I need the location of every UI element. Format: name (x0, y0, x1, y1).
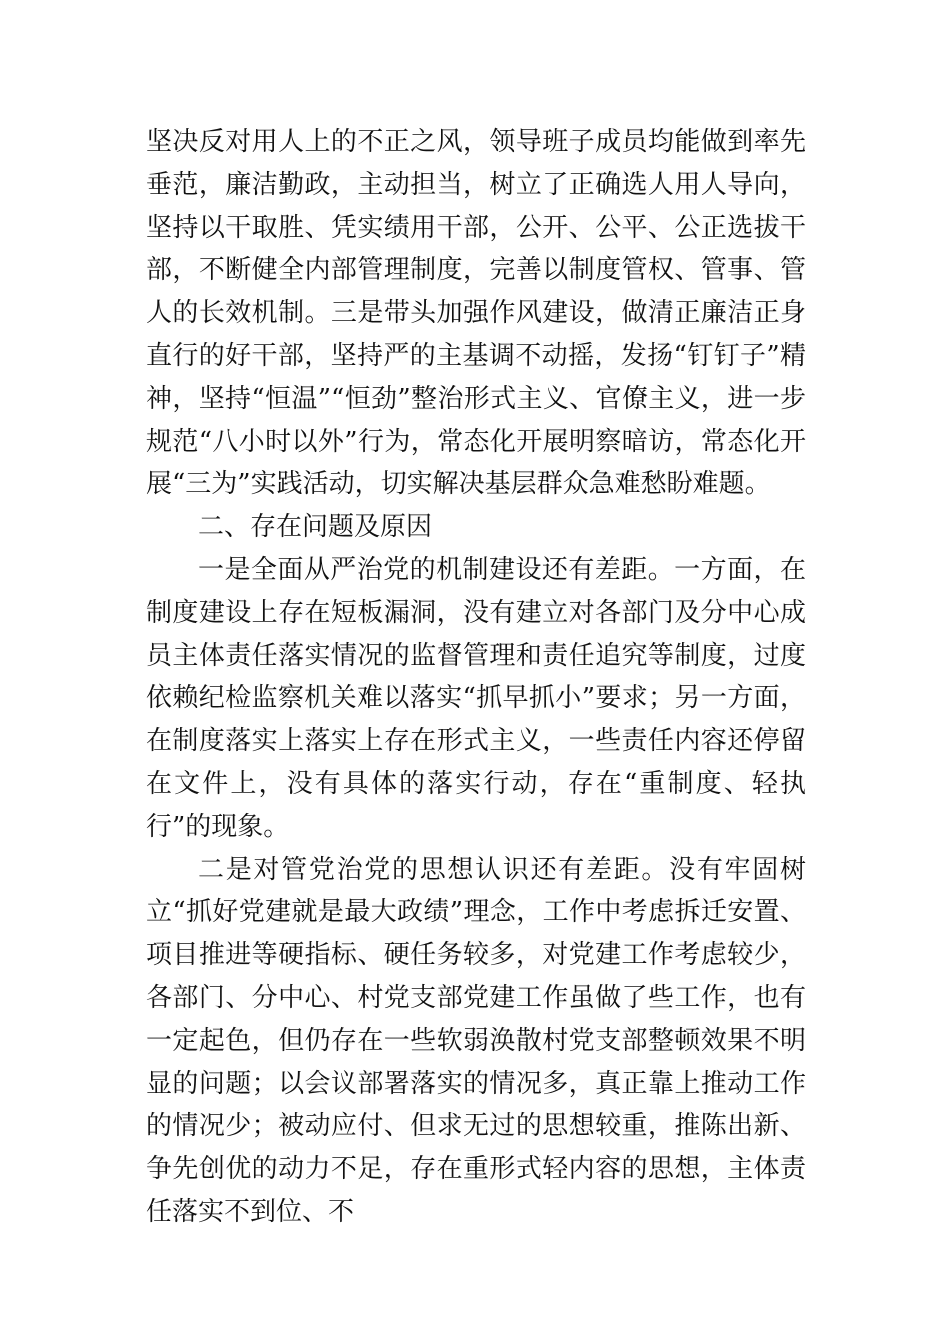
document-body (146, 121, 806, 1234)
paragraph-mechanism-gap: 一是全面从严治党的机制建设还有差距。一方面，在制度建设上存在短板漏洞，没有建立对各部门及分中心成员主体责任落实情况的监督管理和责任追究等制度，过度依赖纪检监察机关难以落实“抓早抓小”要求；另一方面，在制度落实上落实上存在形式主义，一些责任内容还停留在文件上，没有具体的落实行动，存在“重制度、轻执行”的现象。 (146, 554, 806, 842)
paragraph-awareness-gap: 二是对管党治党的思想认识还有差距。没有牢固树立“抓好党建就是最大政绩”理念，工作中考虑拆迁安置、项目推进等硬指标、硬任务较多，对党建工作考虑较少，各部门、分中心、村党支部党建工作虽做了些工作，也有一定起色，但仍存在一些软弱涣散村党支部整顿效果不明显的问题；以会议部署落实的情况多，真正靠上推动工作的情况少；被动应付、但求无过的思想较重，推陈出新、争先创优的动力不足，存在重形式轻内容的思想，主体责任落实不到位、不 (146, 854, 806, 1227)
paragraph-style-work-summary: 坚决反对用人上的不正之风，领导班子成员均能做到率先垂范，廉洁勤政，主动担当，树立了正确选人用人导向，坚持以干取胜、凭实绩用干部，公开、公平、公正选拔干部，不断健全内部管理制度，完善以制度管权、管事、管人的长效机制。三是带头加强作风建设，做清正廉洁正身直行的好干部，坚持严的主基调不动摇，发扬“钉钉子”精神，坚持“恒温”“恒劲”整治形式主义、官僚主义，进一步规范“八小时以外”行为，常态化开展明察暗访，常态化开展“三为”实践活动，切实解决基层群众急难愁盼难题。 (146, 127, 806, 500)
section-heading-problems-causes: 二、存在问题及原因 (198, 512, 433, 543)
